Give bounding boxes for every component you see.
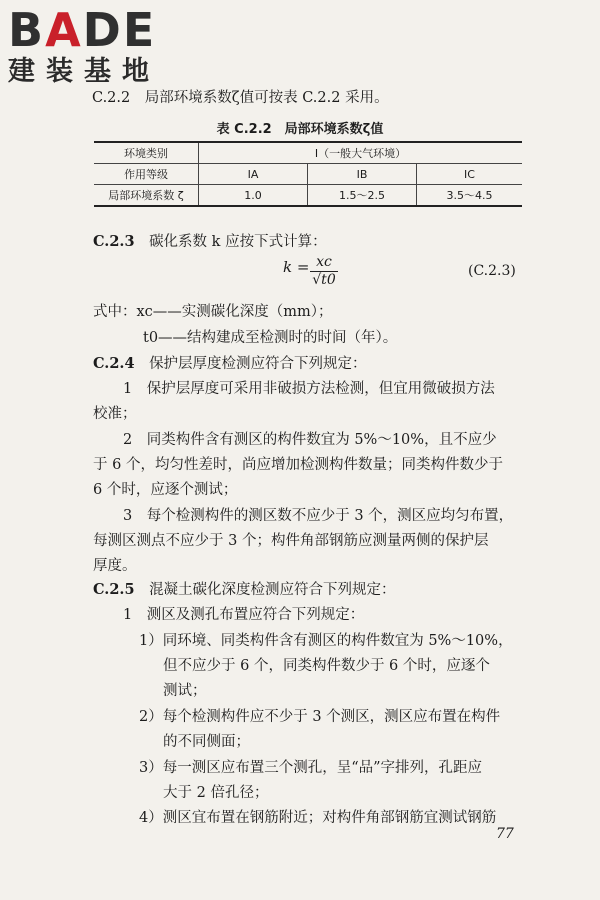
table-row bbox=[94, 164, 522, 185]
table-header-cell: 环境类别 bbox=[94, 142, 199, 164]
formula-lhs: k = bbox=[283, 258, 310, 276]
clause-number: C.2.4 bbox=[93, 355, 135, 372]
clause-c24 bbox=[93, 354, 367, 374]
formula-numerator: xc bbox=[310, 254, 338, 272]
text-line: 1）同环境、同类构件含有测区的构件数宜为 5%～10%， bbox=[139, 633, 513, 649]
logo-wordmark: BADE bbox=[8, 3, 157, 57]
table-cell: 1.0 bbox=[199, 185, 308, 207]
clause-number: C.2.5 bbox=[93, 581, 135, 598]
text-line: 1 保护层厚度可采用非破损方法检测，但宜用微破损方法 bbox=[123, 381, 495, 397]
text-line: 厚度。 bbox=[93, 558, 137, 574]
where-line-2: t0——结构建成至检测时的时间（年）。 bbox=[143, 330, 398, 346]
table-cell: 1.5～2.5 bbox=[308, 185, 417, 207]
table-header-cell: Ⅰ（一般大气环境） bbox=[199, 142, 523, 164]
clause-text: 保护层厚度检测应符合下列规定： bbox=[149, 356, 367, 372]
clause-text: 碳化系数 k 应按下式计算： bbox=[149, 234, 327, 250]
text-line: 于 6 个，均匀性差时，尚应增加检测构件数量；同类构件数少于 bbox=[93, 457, 503, 473]
text-line: 但不应少于 6 个，同类构件数少于 6 个时，应逐个 bbox=[163, 658, 490, 674]
table-cell: 作用等级 bbox=[94, 164, 199, 185]
table-cell: ⅠB bbox=[308, 164, 417, 185]
text-line: 1 测区及测孔布置应符合下列规定： bbox=[123, 607, 365, 623]
text-line: 2 同类构件含有测区的构件数宜为 5%～10%，且不应少 bbox=[123, 432, 497, 448]
equation-number: (C.2.3) bbox=[468, 263, 516, 279]
where-line-1: 式中：xc——实测碳化深度（mm）； bbox=[93, 304, 333, 320]
text-line: 校准； bbox=[93, 406, 137, 422]
table-row bbox=[94, 185, 522, 207]
text-line: 2）每个检测构件应不少于 3 个测区，测区应布置在构件 bbox=[139, 709, 501, 725]
table-caption: 表 C.2.2 局部环境系数ζ值 bbox=[216, 122, 384, 137]
formula-fraction bbox=[310, 254, 338, 288]
text-line: 3 每个检测构件的测区数不应少于 3 个，测区应均匀布置， bbox=[123, 508, 514, 524]
text-line: 测试； bbox=[163, 683, 207, 699]
text-line: 4）测区宜布置在钢筋附近；对构件角部钢筋宜测试钢筋 bbox=[139, 810, 497, 826]
table-cell: 3.5～4.5 bbox=[417, 185, 523, 207]
clause-c25 bbox=[93, 580, 396, 600]
text-line: 的不同侧面； bbox=[163, 734, 250, 750]
formula-denominator: √t0 bbox=[312, 272, 336, 288]
table-cell: ⅠC bbox=[417, 164, 523, 185]
clause-c23 bbox=[93, 232, 327, 252]
text-line: 3）每一测区应布置三个测孔，呈“品”字排列，孔距应 bbox=[139, 760, 483, 776]
text-line: 6 个时，应逐个测试； bbox=[93, 482, 238, 498]
page-number: 77 bbox=[496, 826, 514, 842]
table-cell: ⅠA bbox=[199, 164, 308, 185]
clause-text: 混凝土碳化深度检测应符合下列规定： bbox=[149, 582, 396, 598]
text-line: 每测区测点不应少于 3 个；构件角部钢筋应测量两侧的保护层 bbox=[93, 533, 489, 549]
logo-subtitle: 建装基地 bbox=[8, 56, 160, 87]
table-cell: 局部环境系数 ζ bbox=[94, 185, 199, 207]
table-header-row bbox=[94, 142, 522, 164]
watermark-logo bbox=[8, 3, 183, 88]
environment-coefficient-table bbox=[94, 141, 522, 207]
text-line: 大于 2 倍孔径； bbox=[163, 785, 269, 801]
clause-number: C.2.3 bbox=[93, 233, 135, 250]
clause-c22: C.2.2 局部环境系数ζ值可按表 C.2.2 采用。 bbox=[92, 90, 389, 106]
